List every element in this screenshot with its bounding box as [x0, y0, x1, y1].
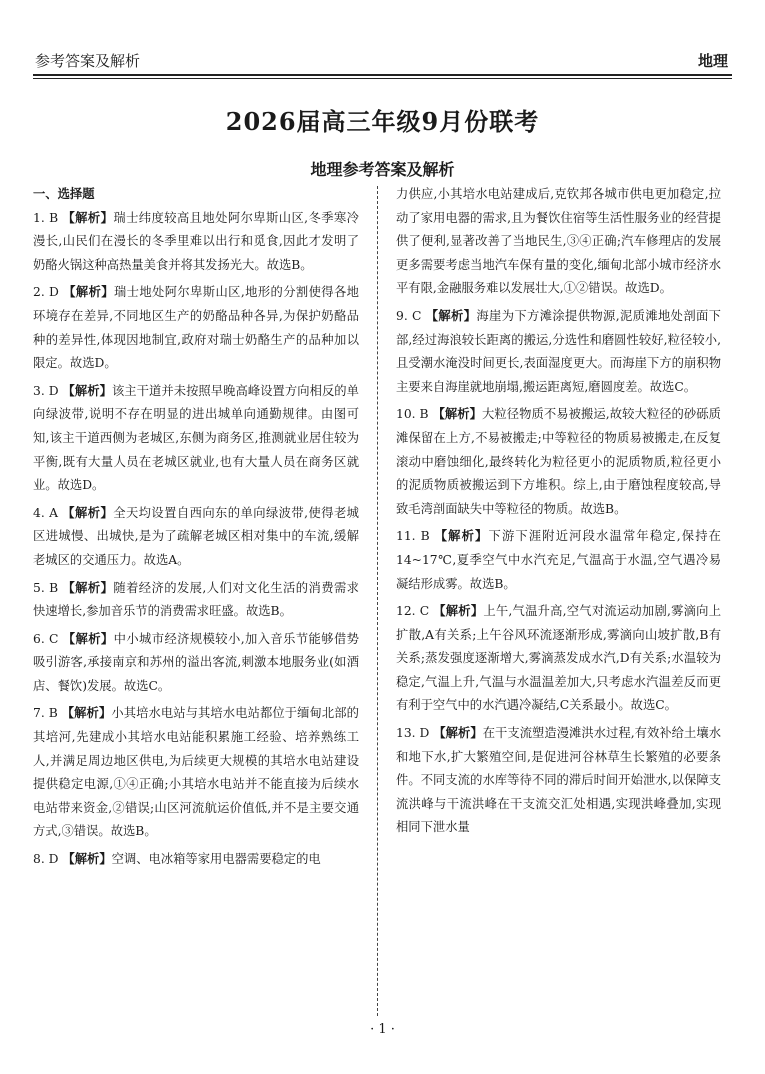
answer-item [33, 380, 359, 498]
answer-item [396, 722, 721, 840]
page-number: · 1 · [370, 1022, 395, 1037]
answer-text: 上午,气温升高,空气对流运动加剧,雾滴向上扩散,A有关系;上午谷风环流逐渐形成,雾滴向山坡扩散,B有关系;蒸发强度逐渐增大,雾滴蒸发成水汽,D有关系;水温较为稳定,气温上升,气温与水温温差加大,只考虑水汽温差反而更有利于空气中的水汽遇冷凝结,C关系最小。故选C。 [396, 604, 721, 713]
answer-text: 瑞士地处阿尔卑斯山区,地形的分割使得各地环境存在差异,不同地区生产的奶酪品种各异,为保护奶酪品种的差异性,体现因地制宜,政府对瑞士奶酪生产的品种加以限定。故选D。 [33, 285, 359, 371]
answer-text: 中小城市经济规模较小,加入音乐节能够借势吸引游客,承接南京和苏州的溢出客流,刺激本地服务业(如酒店、餐饮)发展。故选C。 [33, 631, 359, 693]
answer-number: 7. B [33, 706, 58, 721]
analysis-tag: 【解析】 [62, 852, 112, 867]
left-column [33, 183, 359, 876]
header-rule-thin [33, 78, 732, 79]
answer-number: 5. B [33, 580, 59, 595]
left-items [33, 207, 359, 872]
answer-item [33, 702, 359, 844]
continued-text: 力供应,小其培水电站建成后,克钦邦各城市供电更加稳定,拉动了家用电器的需求,且为餐饮住宿等生活性服务业的经营提供了便利,显著改善了当地民生,③④正确;汽车修理店的发展更多需要考虑当地汽车保有量的变化,缅甸北部小城市经济水平有限,金融服务难以发展壮大,①②错误。故选D。 [396, 187, 721, 296]
answer-number: 13. D [396, 726, 430, 741]
answer-number: 12. C [396, 604, 430, 619]
answer-item [33, 281, 359, 375]
answer-number: 9. C [396, 308, 422, 323]
answer-text: 小其培水电站与其培水电站都位于缅甸北部的其培河,先建成小其培水电站能积累施工经验、培养熟练工人,并满足周边地区供电,为后续更大规模的其培水电站建设提供稳定电源,①④正确;小其培水电站并不能直接为后续水电站带来资金,②错误;山区河流航运价值低,并不是主要交通方式,③错误。故选B。 [33, 706, 359, 839]
analysis-tag: 【解析】 [433, 604, 484, 619]
analysis-tag: 【解析】 [433, 726, 483, 741]
answer-text: 空调、电冰箱等家用电器需要稳定的电 [111, 852, 321, 867]
answer-number: 8. D [33, 852, 59, 867]
right-items [396, 305, 721, 840]
header-subject: 地理 [697, 52, 728, 70]
answer-item [33, 502, 359, 573]
analysis-tag: 【解析】 [61, 706, 112, 721]
answer-text: 全天均设置自西向东的单向绿波带,使得老城区进城慢、出城快,是为了疏解老城区相对集中的车流,缓解老城区的交通压力。故选A。 [33, 505, 359, 567]
page-title: 2026届高三年级9月份联考 [225, 107, 540, 136]
section-heading: 一、选择题 [33, 187, 95, 201]
analysis-tag: 【解析】 [425, 308, 477, 323]
answer-item [396, 403, 721, 521]
answer-text: 该主干道并未按照早晚高峰设置方向相反的单向绿波带,说明不存在明显的进出城单向通勤规律。由图可知,该主干道西侧为老城区,东侧为商务区,推测就业居住较为平衡,既有大量人员在老城区就业,也有大量人员在商务区就业。故选D。 [33, 383, 359, 493]
answer-item [396, 525, 721, 596]
page-header [33, 46, 732, 72]
answer-number: 2. D [33, 285, 59, 300]
right-column [396, 183, 721, 844]
analysis-tag: 【解析】 [62, 631, 114, 646]
analysis-tag: 【解析】 [62, 505, 114, 520]
answer-text: 下游下涯附近河段水温常年稳定,保持在14~17℃,夏季空气中水汽充足,气温高于水温,空气遇冷易凝结形成雾。故选B。 [396, 529, 721, 591]
answer-number: 11. B [396, 529, 430, 544]
answer-item [33, 207, 359, 278]
answer-item [33, 577, 359, 624]
answer-item [396, 600, 721, 718]
answer-number: 4. A [33, 505, 58, 520]
analysis-tag: 【解析】 [62, 580, 114, 595]
answer-item [33, 848, 359, 872]
answer-number: 10. B [396, 407, 429, 422]
analysis-tag: 【解析】 [434, 529, 489, 544]
answer-text: 海崖为下方滩涂提供物源,泥质滩地处剖面下部,经过海浪较长距离的搬运,分选性和磨圆性较好,粒径较小,且受潮水淹没时间更长,表面湿度更大。而海崖下方的崩积物主要来自海崖就地崩塌,搬运距离短,磨圆度差。故选C。 [396, 308, 721, 394]
analysis-tag: 【解析】 [432, 407, 483, 422]
answer-number: 6. C [33, 631, 59, 646]
analysis-tag: 【解析】 [63, 285, 114, 300]
page-subtitle: 地理参考答案及解析 [310, 160, 455, 179]
answer-text: 在干支流塑造漫滩洪水过程,有效补给土壤水和地下水,扩大繁殖空间,是促进河谷林草生长繁殖的必要条件。不同支流的水库等待不同的滞后时间开始泄水,以保障支流洪峰与干流洪峰在干支流交汇处相遇,实现洪峰叠加,实现相同下泄水量 [396, 726, 721, 835]
header-rule [33, 74, 732, 76]
header-left-label: 参考答案及解析 [35, 52, 141, 70]
answer-item [33, 628, 359, 699]
answer-text: 瑞士纬度较高且地处阿尔卑斯山区,冬季寒冷漫长,山民们在漫长的冬季里难以出行和觅食,因此才发明了奶酪火锅这种高热量美食并将其发扬光大。故选B。 [33, 210, 359, 272]
answer-number: 3. D [33, 383, 59, 398]
answer-number: 1. B [33, 210, 59, 225]
answer-text: 随着经济的发展,人们对文化生活的消费需求快速增长,参加音乐节的消费需求旺盛。故选B。 [33, 580, 359, 619]
analysis-tag: 【解析】 [62, 210, 114, 225]
answer-item [396, 305, 721, 399]
column-divider [377, 186, 378, 1016]
answer-text: 大粒径物质不易被搬运,故较大粒径的砂砾质滩保留在上方,不易被搬走;中等粒径的物质易被搬走,在反复滚动中磨蚀细化,最终转化为粒径更小的泥质物质,粒径更小的泥质物质被搬运到下方堆积。综上,由于磨蚀程度较高,导致毛湾剖面缺失中等粒径的物质。故选B。 [396, 407, 721, 516]
analysis-tag: 【解析】 [62, 383, 112, 398]
